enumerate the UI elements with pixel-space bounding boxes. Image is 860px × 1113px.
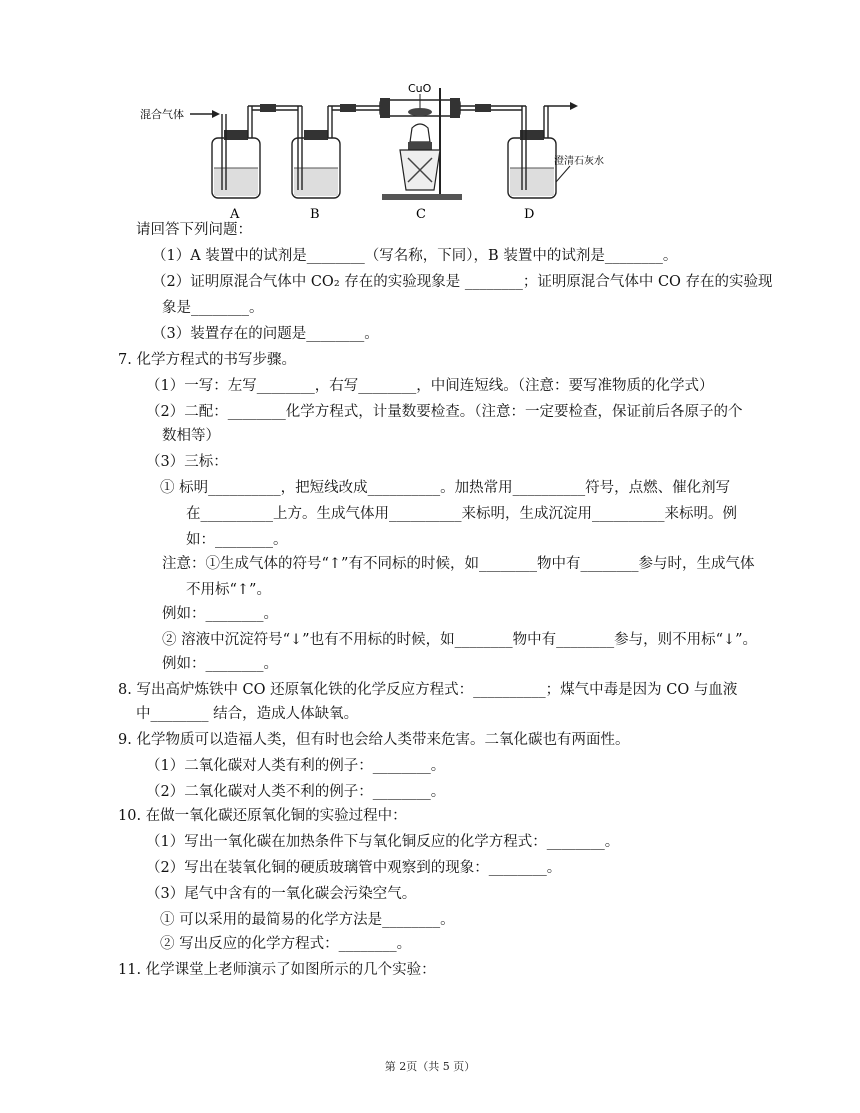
inlet-arrowhead — [212, 110, 220, 118]
outlet-arrowhead — [570, 102, 578, 110]
label-a: A — [230, 207, 240, 222]
text-line: 11. 化学课堂上老师演示了如图所示的几个实验： — [118, 962, 436, 978]
text-line: （3）三标： — [146, 454, 228, 470]
text-line: （1）A 装置中的试剂是________（写名称，下同），B 装置中的试剂是________。 — [152, 248, 678, 264]
text-line: （3）装置存在的问题是________。 — [152, 326, 379, 342]
text-line: （2）证明原混合气体中 CO₂ 存在的实验现象是 ________；证明原混合气体中 CO 存在的实验现 — [152, 274, 773, 290]
apparatus-figure — [130, 78, 604, 223]
text-line: 在__________上方。生成气体用__________来标明，生成沉淀用__________来标明。例 — [186, 506, 737, 522]
label-b: B — [310, 207, 320, 222]
text-line: （1）二氧化碳对人类有利的例子：________。 — [146, 758, 446, 774]
lime-water-label: 澄清石灰水 — [554, 156, 604, 167]
page-footer: 第 2页（共 5 页） — [384, 1060, 476, 1073]
text-line: （1）一写：左写________，右写________，中间连短线。（注意：要写准物质的化学式） — [146, 378, 714, 394]
gas-label: 混合气体 — [140, 108, 184, 121]
bottle-b — [292, 106, 340, 198]
text-line: 例如：________。 — [162, 606, 278, 622]
text-line: ① 标明__________，把短线改成__________。加热常用__________符号，点燃、催化剂写 — [160, 480, 731, 496]
tube-c — [380, 82, 462, 200]
text-line: （1）写出一氧化碳在加热条件下与氧化铜反应的化学方程式：________。 — [146, 834, 620, 850]
label-c: C — [416, 207, 426, 222]
bottle-a — [212, 106, 260, 198]
text-line: 中________ 结合，造成人体缺氧。 — [136, 706, 359, 722]
text-line: （2）写出在装氧化铜的硬质玻璃管中观察到的现象：________。 — [146, 860, 562, 876]
text-line: 象是________。 — [162, 300, 264, 316]
text-line: （2）二氧化碳对人类不利的例子：________。 — [146, 784, 446, 800]
text-line: ② 溶液中沉淀符号“↓”也有不用标的时候，如________物中有________参与，则不用标“↓”。 — [162, 632, 758, 648]
text-line: 注意：①生成气体的符号“↑”有不同标的时候，如________物中有________参与时，生成气体 — [162, 556, 755, 572]
label-d: D — [524, 207, 535, 222]
text-line: 7. 化学方程式的书写步骤。 — [118, 352, 296, 368]
text-line: 例如：________。 — [162, 656, 278, 672]
cuo-label: CuO — [408, 82, 432, 95]
text-line: 不用标“↑”。 — [186, 582, 271, 598]
bottle-d — [508, 106, 556, 198]
text-line: 9. 化学物质可以造福人类，但有时也会给人类带来危害。二氧化碳也有两面性。 — [118, 732, 630, 748]
text-line: 请回答下列问题： — [136, 222, 252, 238]
text-line: 数相等） — [162, 428, 220, 444]
text-line: 8. 写出高炉炼铁中 CO 还原氧化铁的化学反应方程式：__________；煤气中毒是因为 CO 与血液 — [118, 682, 738, 698]
text-line: （2）二配：________化学方程式，计量数要检查。（注意：一定要检查，保证前后各原子的个 — [146, 404, 743, 420]
apparatus-diagram — [130, 78, 604, 223]
text-line: 10. 在做一氧化碳还原氧化铜的实验过程中： — [118, 808, 407, 824]
text-line: （3）尾气中含有的一氧化碳会污染空气。 — [146, 886, 417, 902]
text-line: ② 写出反应的化学方程式：________。 — [160, 936, 412, 952]
text-line: ① 可以采用的最简易的化学方法是________。 — [160, 912, 455, 928]
text-line: 如：________。 — [186, 532, 288, 548]
